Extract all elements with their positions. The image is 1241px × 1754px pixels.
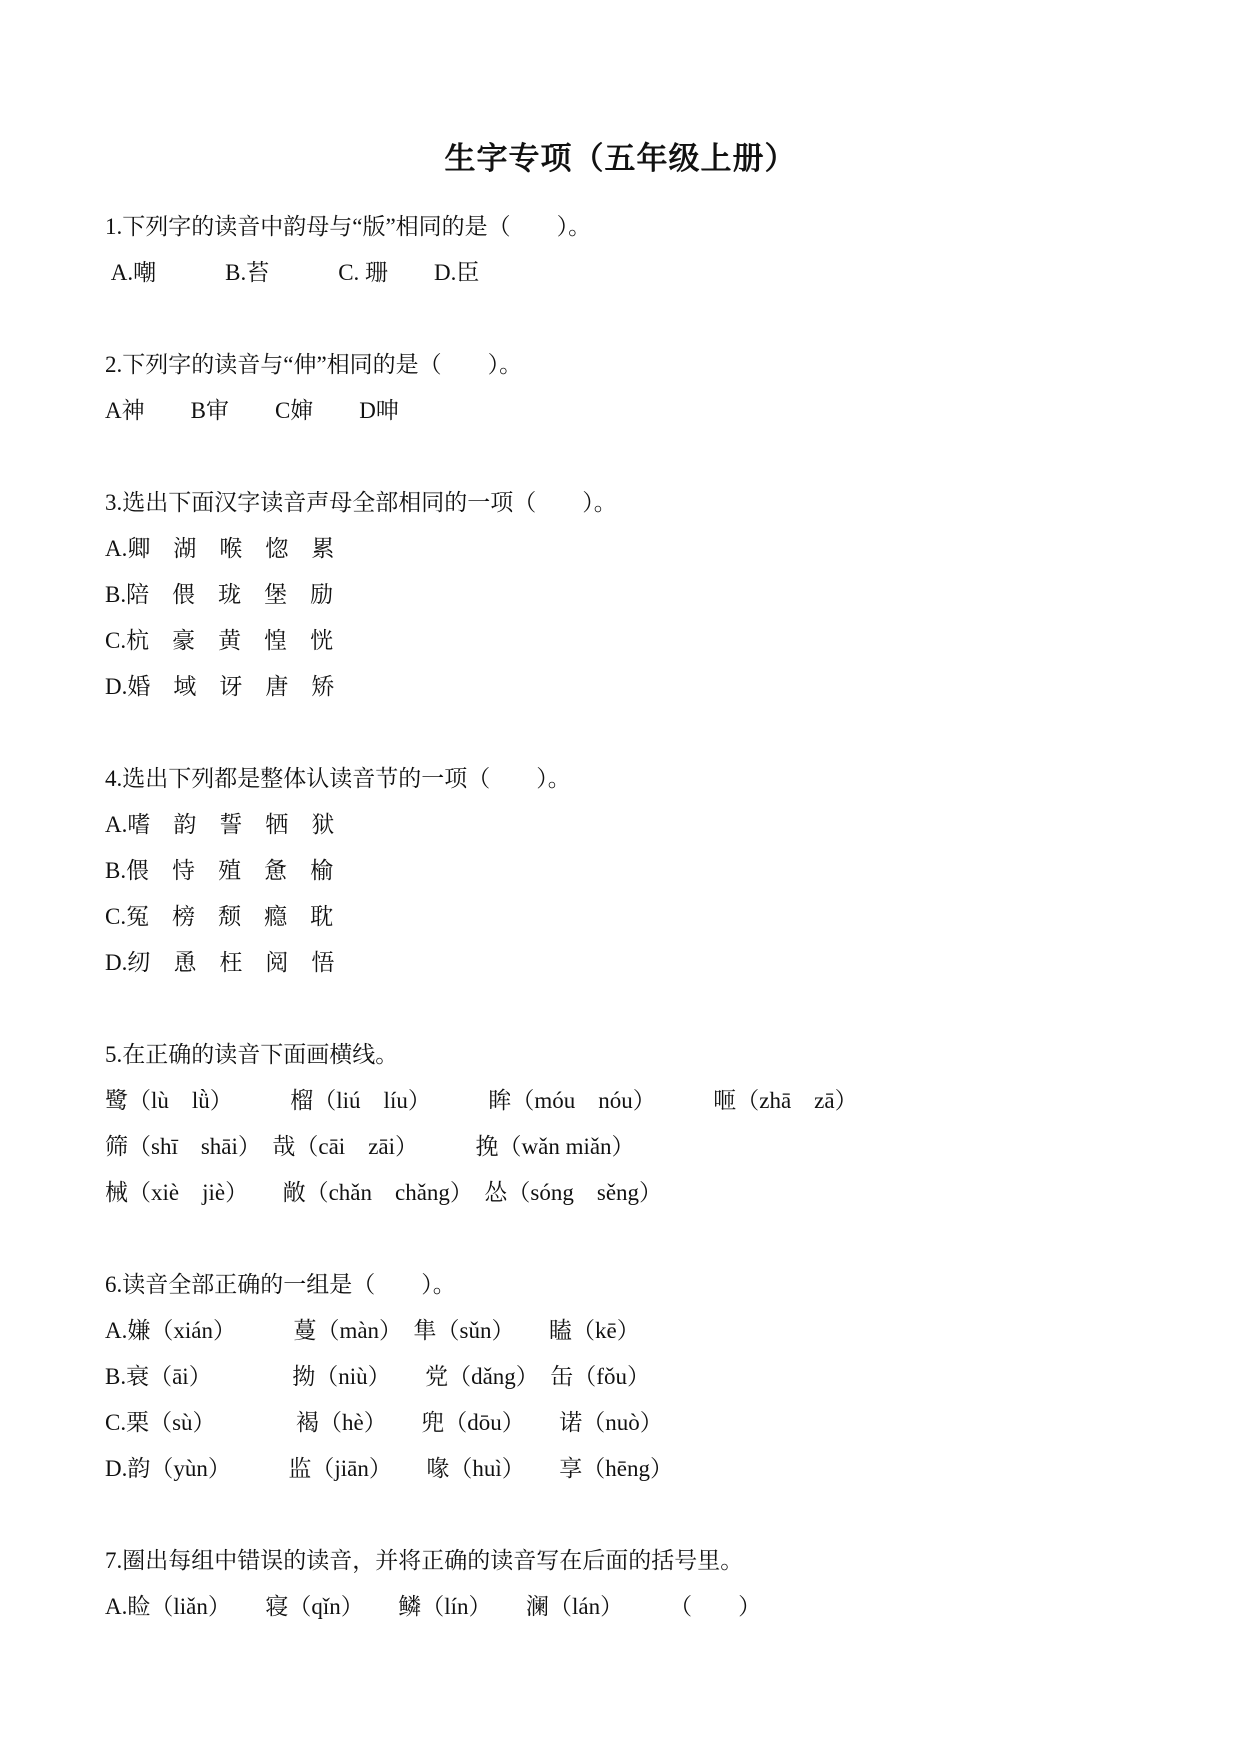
question-4-option-c: C.冤 榜 颓 瘾 耽 <box>105 904 334 929</box>
question-6-option-b: B.衰（āi） 拗（niù） 党（dǎng） 缶（fǒu） <box>105 1364 650 1389</box>
question-3-prompt: 3.选出下面汉字读音声母全部相同的一项（ ）。 <box>105 490 617 515</box>
question-3 <box>105 480 1136 710</box>
question-5-row-2: 筛（shī shāi） 哉（cāi zāi） 挽（wǎn miǎn） <box>105 1134 635 1159</box>
question-6-option-d: D.韵（yùn） 监（jiān） 喙（huì） 享（hēng） <box>105 1456 673 1481</box>
question-5-row-1: 鹭（lù lǜ） 榴（liú líu） 眸（móu nóu） 咂（zhā zā） <box>105 1088 858 1113</box>
question-2-prompt: 2.下列字的读音与“伸”相同的是（ ）。 <box>105 352 523 377</box>
question-6-option-a: A.嫌（xián） 蔓（màn） 隼（sǔn） 瞌（kē） <box>105 1318 640 1343</box>
question-7-option-a: A.睑（liǎn） 寝（qǐn） 鳞（lín） 澜（lán） （ ） <box>105 1594 762 1619</box>
question-7-prompt: 7.圈出每组中错误的读音，并将正确的读音写在后面的括号里。 <box>105 1548 744 1573</box>
question-3-option-c: C.杭 豪 黄 惶 恍 <box>105 628 334 653</box>
question-5-prompt: 5.在正确的读音下面画横线。 <box>105 1042 399 1067</box>
question-1-options: A.嘲 B.苔 C. 珊 D.臣 <box>105 260 480 285</box>
question-4-option-b: B.偎 恃 殖 惫 榆 <box>105 858 334 883</box>
question-7 <box>105 1538 1136 1630</box>
question-3-option-a: A.卿 湖 喉 惚 累 <box>105 536 335 561</box>
question-4-option-a: A.嗜 韵 誓 牺 狱 <box>105 812 335 837</box>
question-6-prompt: 6.读音全部正确的一组是（ ）。 <box>105 1272 456 1297</box>
question-5-row-3: 械（xiè jiè） 敞（chǎn chǎng） 怂（sóng sěng） <box>105 1180 663 1205</box>
page-title: 生字专项（五年级上册） <box>444 141 797 176</box>
question-4 <box>105 756 1136 986</box>
question-1 <box>105 204 1136 296</box>
question-2-options: A神 B审 C婶 D呻 <box>105 398 399 423</box>
question-6 <box>105 1262 1136 1492</box>
question-5 <box>105 1032 1136 1216</box>
question-3-option-b: B.陪 偎 珑 堡 励 <box>105 582 334 607</box>
question-2 <box>105 342 1136 434</box>
question-4-prompt: 4.选出下列都是整体认读音节的一项（ ）。 <box>105 766 571 791</box>
question-4-option-d: D.纫 恿 枉 阅 悟 <box>105 950 335 975</box>
question-3-option-d: D.婚 域 讶 唐 矫 <box>105 674 335 699</box>
question-1-prompt: 1.下列字的读音中韵母与“版”相同的是（ ）。 <box>105 214 592 239</box>
question-6-option-c: C.栗（sù） 褐（hè） 兜（dōu） 诺（nuò） <box>105 1410 663 1435</box>
